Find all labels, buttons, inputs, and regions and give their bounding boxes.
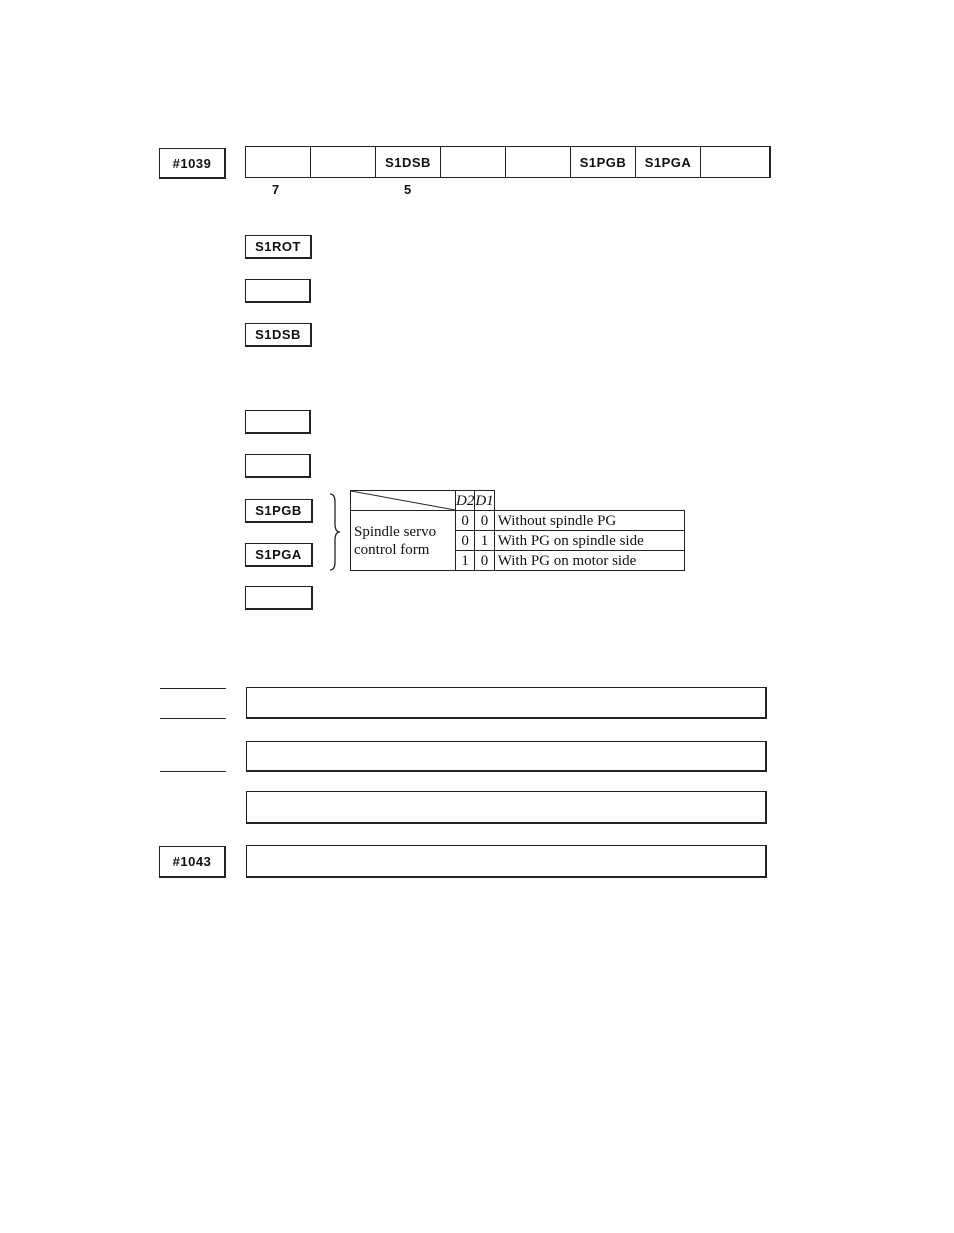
cell-desc: With PG on spindle side bbox=[494, 531, 685, 551]
table-row bbox=[351, 511, 685, 531]
cell-d1: 0 bbox=[475, 551, 494, 571]
curly-brace-icon bbox=[326, 492, 344, 572]
table-header-row bbox=[351, 491, 685, 511]
label-empty-6 bbox=[245, 279, 311, 303]
bit-cell-6 bbox=[311, 147, 376, 177]
cell-d2: 0 bbox=[456, 531, 475, 551]
diagonal-line bbox=[351, 491, 455, 510]
label-s1pga: S1PGA bbox=[245, 543, 313, 567]
param-box-1043 bbox=[246, 845, 767, 878]
bit-number-7: 7 bbox=[272, 182, 280, 197]
row-label-line1: Spindle servo bbox=[354, 523, 437, 540]
table-corner-cell bbox=[351, 491, 456, 511]
label-empty-3 bbox=[245, 454, 311, 478]
label-s1pgb: S1PGB bbox=[245, 499, 313, 523]
cell-d2: 0 bbox=[456, 511, 475, 531]
bit-number-5: 5 bbox=[404, 182, 412, 197]
cell-d1: 1 bbox=[475, 531, 494, 551]
bit-cell-0 bbox=[701, 147, 766, 177]
cell-d1: 0 bbox=[475, 511, 494, 531]
param-box-1041 bbox=[246, 741, 767, 772]
label-s1rot: S1ROT bbox=[245, 235, 312, 259]
param-box-1042 bbox=[246, 791, 767, 824]
spindle-servo-control-table bbox=[350, 490, 685, 571]
header-d1: D1 bbox=[475, 492, 494, 509]
header-blank bbox=[494, 491, 685, 511]
cell-desc: With PG on motor side bbox=[494, 551, 685, 571]
row-label-line2: control form bbox=[354, 541, 430, 558]
bit-cell-3 bbox=[506, 147, 571, 177]
label-s1dsb: S1DSB bbox=[245, 323, 312, 347]
label-empty-4 bbox=[245, 410, 311, 434]
cell-d2: 1 bbox=[456, 551, 475, 571]
bit-cell-5: S1DSB bbox=[376, 147, 441, 177]
label-empty-0 bbox=[245, 586, 313, 610]
header-d2: D2 bbox=[456, 492, 475, 509]
rule-line-3 bbox=[160, 771, 226, 772]
cell-desc: Without spindle PG bbox=[494, 511, 685, 531]
param-1039-label: #1039 bbox=[159, 148, 226, 179]
bit-cell-1: S1PGA bbox=[636, 147, 701, 177]
bit-cell-7 bbox=[246, 147, 311, 177]
bit-cell-4 bbox=[441, 147, 506, 177]
param-1043-label: #1043 bbox=[159, 846, 226, 878]
bit-cell-2: S1PGB bbox=[571, 147, 636, 177]
param-1039-bit-row bbox=[245, 146, 771, 178]
row-label-cell bbox=[351, 511, 456, 571]
rule-line-1 bbox=[160, 688, 226, 689]
rule-line-2 bbox=[160, 718, 226, 719]
param-box-1040 bbox=[246, 687, 767, 719]
